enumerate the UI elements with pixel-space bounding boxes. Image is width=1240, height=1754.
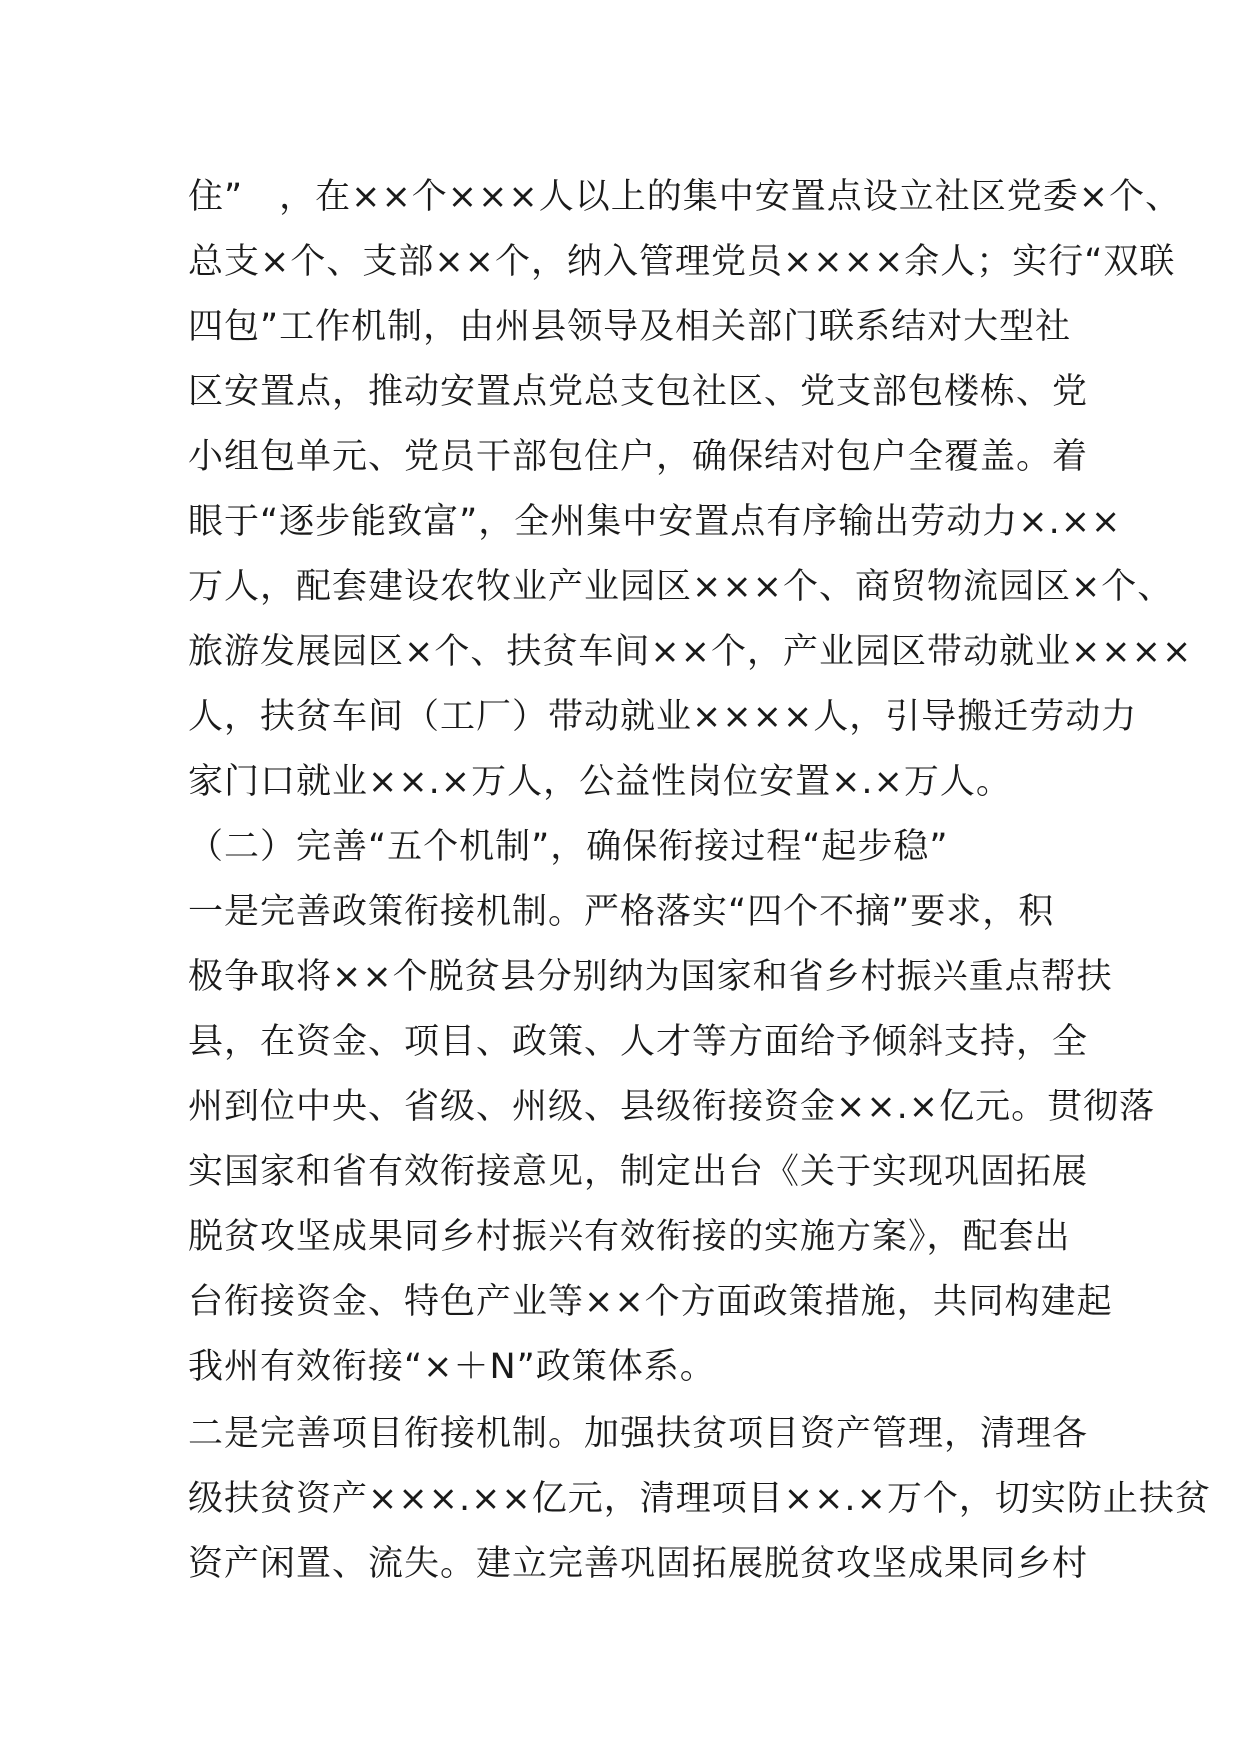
text-line: 脱贫攻坚成果同乡村振兴有效衔接的实施方案》，配套出 [188, 1217, 1071, 1257]
text-line: 资产闲置、流失。建立完善巩固拓展脱贫攻坚成果同乡村 [188, 1544, 1089, 1584]
body-text [188, 165, 1211, 1597]
text-line: 万人，配套建设农牧业产业园区×××个、商贸物流园区×个、 [188, 567, 1174, 607]
text-line: 一是完善政策衔接机制。严格落实“四个不摘”要求，积 [188, 892, 1055, 932]
text-line: 我州有效衔接“×＋N”政策体系。 [188, 1347, 716, 1387]
text-line: 旅游发展园区×个、扶贫车间××个，产业园区带动就业×××× [188, 632, 1193, 672]
text-line: 眼于“逐步能致富”，全州集中安置点有序输出劳动力×.×× [188, 502, 1122, 542]
text-line: 总支×个、支部××个，纳入管理党员××××余人；实行“双联 [188, 242, 1176, 282]
text-line: 县，在资金、项目、政策、人才等方面给予倾斜支持，全 [188, 1022, 1089, 1062]
text-line: 级扶贫资产×××.××亿元，清理项目××.×万个，切实防止扶贫 [188, 1479, 1211, 1519]
text-line: 小组包单元、党员干部包住户，确保结对包户全覆盖。着 [188, 437, 1089, 477]
text-line: 家门口就业××.×万人，公益性岗位安置×.×万人。 [188, 762, 1012, 802]
text-line: 台衔接资金、特色产业等××个方面政策措施，共同构建起 [188, 1282, 1113, 1322]
section-heading: （二）完善“五个机制”，确保衔接过程“起步稳” [188, 827, 949, 867]
text-line: 实国家和省有效衔接意见，制定出台《关于实现巩固拓展 [188, 1152, 1089, 1192]
text-line: 二是完善项目衔接机制。加强扶贫项目资产管理，清理各 [188, 1414, 1089, 1454]
text-line: 人，扶贫车间（工厂）带动就业××××人，引导搬迁劳动力 [188, 697, 1138, 737]
text-line: 四包”工作机制，由州县领导及相关部门联系结对大型社 [188, 307, 1072, 347]
text-line: 极争取将××个脱贫县分别纳为国家和省乡村振兴重点帮扶 [188, 957, 1113, 997]
text-line: 州到位中央、省级、州级、县级衔接资金××.×亿元。贯彻落 [188, 1087, 1156, 1127]
text-line: 住” ，在××个×××人以上的集中安置点设立社区党委×个、 [188, 177, 1182, 217]
text-line: 区安置点，推动安置点党总支包社区、党支部包楼栋、党 [188, 372, 1089, 412]
